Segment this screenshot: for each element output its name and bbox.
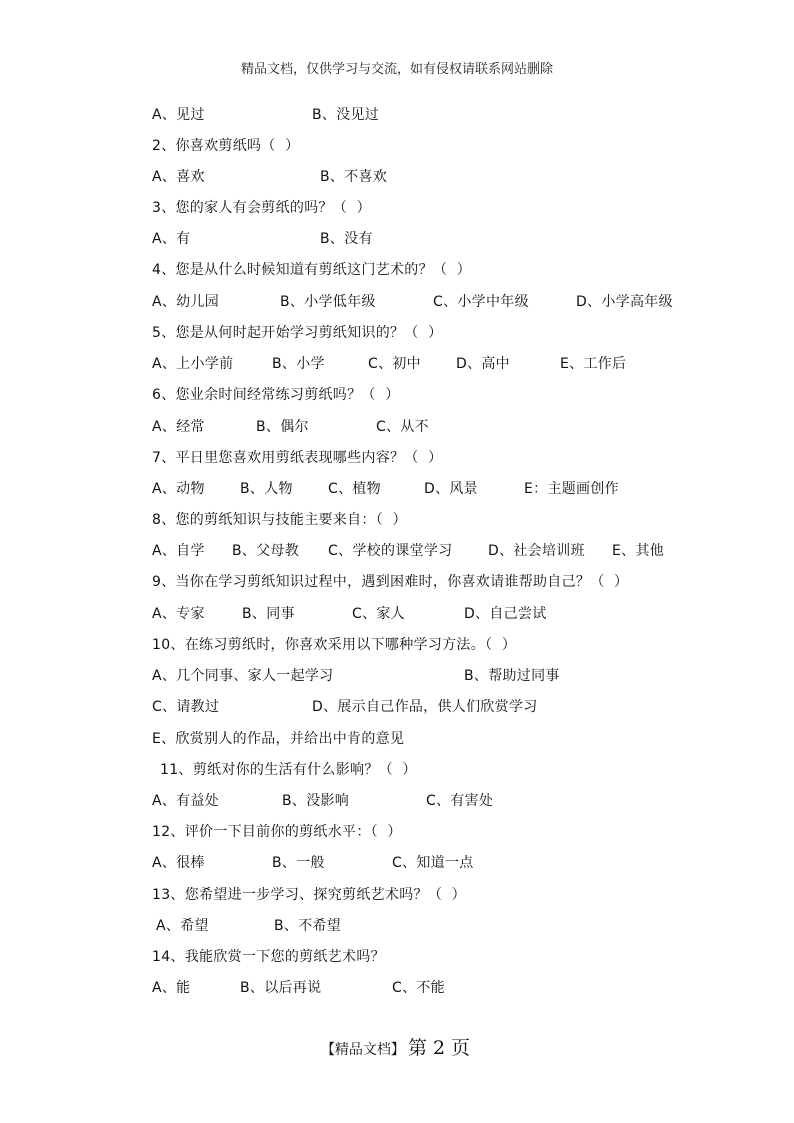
question-3: 3、您的家人有会剪纸的吗？（ ） (152, 200, 371, 216)
option-d: D、风景 (424, 481, 478, 497)
question-8: 8、您的剪纸知识与技能主要来自：（ ） (152, 512, 407, 528)
question-2: 2、你喜欢剪纸吗（ ） (152, 138, 300, 154)
option-a: A、见过 (152, 107, 205, 123)
footer-page-unit: 页 (451, 1037, 471, 1059)
answer-options (0, 977, 445, 1041)
option-d: D、社会培训班 (488, 543, 585, 559)
page-footer (0, 1033, 794, 1060)
option-c: C、初中 (368, 356, 421, 372)
question-6: 6、您业余时间经常练习剪纸吗？（ ） (152, 387, 400, 403)
option-e: E、工作后 (560, 356, 627, 372)
page-header-notice: 精品文档，仅供学习与交流，如有侵权请联系网站删除 (240, 62, 553, 77)
option-b: B、没见过 (312, 107, 380, 123)
question-5: 5、您是从何时起开始学习剪纸知识的？（ ） (152, 325, 443, 341)
option-b: B、一般 (272, 855, 325, 871)
option-a: A、很棒 (152, 855, 205, 871)
option-a: A、有益处 (152, 793, 220, 809)
option-b: B、小学低年级 (280, 294, 376, 310)
question-10: 10、在练习剪纸时，你喜欢采用以下哪种学习方法。（ ） (152, 637, 517, 653)
option-b: B、不希望 (274, 918, 342, 934)
option-d: D、展示自己作品，供人们欣赏学习 (312, 699, 538, 715)
question-12: 12、评价一下目前你的剪纸水平：（ ） (152, 824, 402, 840)
option-b: B、父母教 (232, 543, 300, 559)
option-c: C、学校的课堂学习 (328, 543, 453, 559)
question-14: 14、我能欣赏一下您的剪纸艺术吗？ (152, 949, 385, 965)
option-b: B、以后再说 (240, 980, 322, 996)
option-c: C、有害处 (426, 793, 494, 809)
footer-label: 【精品文档】 (320, 1042, 405, 1058)
option-b: B、同事 (242, 606, 295, 622)
option-e: E：主题画创作 (524, 481, 619, 497)
option-a: A、幼儿园 (152, 294, 220, 310)
footer-page-word: 第 (407, 1037, 427, 1059)
question-11: 11、剪纸对你的生活有什么影响？（ ） (160, 762, 417, 778)
option-b: B、人物 (240, 481, 293, 497)
question-7: 7、平日里您喜欢用剪纸表现哪些内容？（ ） (152, 450, 443, 466)
option-b: B、小学 (272, 356, 325, 372)
option-b: B、偶尔 (256, 419, 309, 435)
option-a: A、能 (152, 980, 191, 996)
option-a: A、有 (152, 231, 191, 247)
option-a: A、专家 (152, 606, 205, 622)
option-d: D、小学高年级 (576, 294, 673, 310)
option-b: B、帮助过同事 (464, 668, 560, 684)
question-4: 4、您是从什么时候知道有剪纸这门艺术的？（ ） (152, 262, 472, 278)
option-b: B、不喜欢 (320, 169, 388, 185)
option-c: C、知道一点 (392, 855, 474, 871)
option-b: B、没有 (320, 231, 373, 247)
option-d: D、高中 (456, 356, 510, 372)
option-c: C、不能 (392, 980, 445, 996)
option-a: A、希望 (156, 918, 209, 934)
option-a: A、上小学前 (152, 356, 234, 372)
option-d: D、自己尝试 (464, 606, 547, 622)
option-a: A、几个同事、家人一起学习 (152, 668, 334, 684)
option-c: C、家人 (352, 606, 405, 622)
option-e: E、欣赏别人的作品，并给出中肯的意见 (152, 731, 405, 747)
option-a: A、自学 (152, 543, 205, 559)
option-a: A、经常 (152, 419, 205, 435)
option-c: C、请教过 (152, 699, 220, 715)
option-c: C、植物 (328, 481, 381, 497)
option-a: A、喜欢 (152, 169, 205, 185)
option-c: C、从不 (376, 419, 429, 435)
option-a: A、动物 (152, 481, 205, 497)
question-13: 13、您希望进一步学习、探究剪纸艺术吗？（ ） (152, 887, 466, 903)
option-e: E、其他 (612, 543, 665, 559)
question-9: 9、当你在学习剪纸知识过程中，遇到困难时，你喜欢请谁帮助自己？（ ） (152, 574, 629, 590)
option-b: B、没影响 (282, 793, 350, 809)
option-c: C、小学中年级 (433, 294, 529, 310)
footer-page-number: 2 (432, 1037, 446, 1059)
